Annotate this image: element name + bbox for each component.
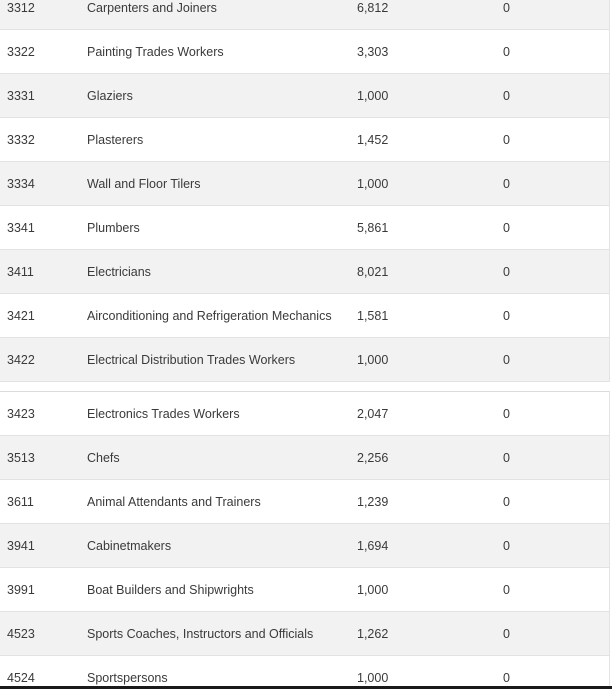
table-row xyxy=(0,206,609,250)
table-row xyxy=(0,338,609,382)
table-row xyxy=(0,294,609,338)
extra-cell: 0 xyxy=(503,45,510,59)
code-cell: 3421 xyxy=(7,309,35,323)
value-cell: 1,694 xyxy=(357,539,389,553)
extra-cell: 0 xyxy=(503,265,510,279)
occupation-cell: Chefs xyxy=(87,451,120,465)
occupation-cell: Animal Attendants and Trainers xyxy=(87,495,261,509)
extra-cell: 0 xyxy=(503,177,510,191)
code-cell: 4524 xyxy=(7,671,35,685)
code-cell: 3334 xyxy=(7,177,35,191)
extra-cell: 0 xyxy=(503,353,510,367)
table-row xyxy=(0,250,609,294)
extra-cell: 0 xyxy=(503,495,510,509)
code-cell: 3423 xyxy=(7,407,35,421)
occupation-cell: Electricians xyxy=(87,265,151,279)
value-cell: 2,047 xyxy=(357,407,389,421)
table-row xyxy=(0,568,609,612)
value-cell: 1,452 xyxy=(357,133,389,147)
table-row xyxy=(0,436,609,480)
code-cell: 3611 xyxy=(7,495,34,509)
occupation-cell: Plumbers xyxy=(87,221,140,235)
code-cell: 3332 xyxy=(7,133,35,147)
extra-cell: 0 xyxy=(503,1,510,15)
code-cell: 3331 xyxy=(7,89,35,103)
extra-cell: 0 xyxy=(503,627,510,641)
code-cell: 3411 xyxy=(7,265,34,279)
occupation-cell: Carpenters and Joiners xyxy=(87,1,217,15)
occupation-cell: Electronics Trades Workers xyxy=(87,407,240,421)
extra-cell: 0 xyxy=(503,221,510,235)
occupation-cell: Wall and Floor Tilers xyxy=(87,177,201,191)
occupation-cell: Sportspersons xyxy=(87,671,168,685)
value-cell: 5,861 xyxy=(357,221,389,235)
code-cell: 3322 xyxy=(7,45,35,59)
code-cell: 4523 xyxy=(7,627,35,641)
extra-cell: 0 xyxy=(503,583,510,597)
value-cell: 1,000 xyxy=(357,177,389,191)
code-cell: 3991 xyxy=(7,583,35,597)
table-row xyxy=(0,612,609,656)
value-cell: 1,239 xyxy=(357,495,389,509)
extra-cell: 0 xyxy=(503,539,510,553)
code-cell: 3513 xyxy=(7,451,35,465)
extra-cell: 0 xyxy=(503,451,510,465)
extra-cell: 0 xyxy=(503,89,510,103)
table-row xyxy=(0,392,609,436)
extra-cell: 0 xyxy=(503,407,510,421)
table-row xyxy=(0,74,609,118)
occupation-cell: Painting Trades Workers xyxy=(87,45,224,59)
table-row xyxy=(0,30,609,74)
value-cell: 2,256 xyxy=(357,451,389,465)
extra-cell: 0 xyxy=(503,133,510,147)
value-cell: 1,581 xyxy=(357,309,389,323)
value-cell: 1,000 xyxy=(357,583,389,597)
occupation-cell: Electrical Distribution Trades Workers xyxy=(87,353,296,367)
occupation-cell: Boat Builders and Shipwrights xyxy=(87,583,254,597)
code-cell: 3312 xyxy=(7,1,35,15)
occupation-cell: Plasterers xyxy=(87,133,144,147)
table-row xyxy=(0,656,609,689)
occupation-table-lower xyxy=(0,391,610,689)
code-cell: 3422 xyxy=(7,353,35,367)
extra-cell: 0 xyxy=(503,671,510,685)
value-cell: 8,021 xyxy=(357,265,389,279)
value-cell: 1,000 xyxy=(357,353,389,367)
table-row xyxy=(0,162,609,206)
occupation-cell: Cabinetmakers xyxy=(87,539,172,553)
value-cell: 1,000 xyxy=(357,671,389,685)
extra-cell: 0 xyxy=(503,309,510,323)
occupation-cell: Airconditioning and Refrigeration Mechanics xyxy=(87,309,332,323)
value-cell: 3,303 xyxy=(357,45,389,59)
table-row xyxy=(0,524,609,568)
value-cell: 1,262 xyxy=(357,627,389,641)
code-cell: 3941 xyxy=(7,539,35,553)
code-cell: 3341 xyxy=(7,221,35,235)
occupation-cell: Glaziers xyxy=(87,89,133,103)
table-row xyxy=(0,480,609,524)
value-cell: 6,812 xyxy=(357,1,389,15)
occupation-cell: Sports Coaches, Instructors and Officials xyxy=(87,627,314,641)
value-cell: 1,000 xyxy=(357,89,389,103)
table-row xyxy=(0,0,609,30)
table-row xyxy=(0,118,609,162)
